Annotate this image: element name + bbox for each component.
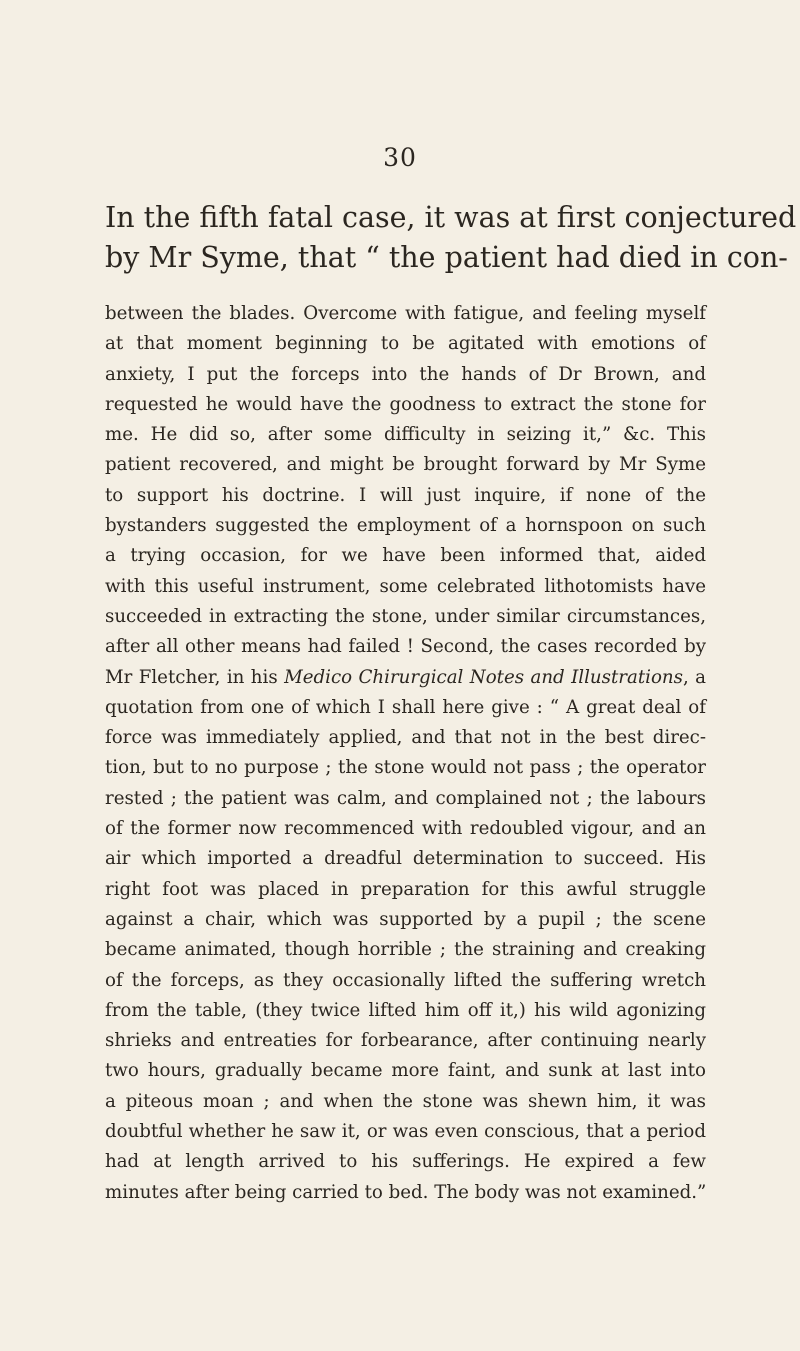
body-paragraph [105,299,706,1208]
text-line: succeeded in extracting the stone, under similar circumstances, [105,605,706,627]
text-line: me. He did so, after some difficulty in seizing it,” &c. This [105,424,706,446]
text-line: two hours, gradually became more faint, and sunk at last into [105,1060,706,1082]
text-line: rested ; the patient was calm, and complained not ; the labours [105,787,706,809]
text-line: patient recovered, and might be brought forward by Mr Syme [105,454,706,476]
text-line: after all other means had failed ! Second, the cases recorded by [105,636,706,658]
text-fragment: , a [682,666,707,688]
text-fragment: Mr Fletcher, in his [105,666,285,688]
overlay-line: by Mr Syme, that “ the patient had died in con- [105,241,788,274]
text-line: anxiety, I put the forceps into the hands of Dr Brown, and [105,363,706,385]
text-line: from the table, (they twice lifted him off it,) his wild agonizing [105,999,706,1021]
page-number: 30 [383,143,417,172]
book-title: Medico Chirurgical Notes and Illustrations [284,666,683,688]
text-line: with this useful instrument, some celebrated lithotomists have [105,575,706,597]
text-line: against a chair, which was supported by a pupil ; the scene [105,908,706,930]
text-line: shrieks and entreaties for forbearance, after continuing nearly [105,1030,706,1052]
text-line: between the blades. Overcome with fatigue, and feeling myself [105,303,706,324]
text-line: quotation from one of which I shall here give : “ A great deal of [105,696,706,718]
text-line: a trying occasion, for we have been informed that, aided [105,545,706,567]
text-line: right foot was placed in preparation for this awful struggle [105,878,706,900]
text-line: bystanders suggested the employment of a hornspoon on such [105,515,706,537]
overlay-line: In the fifth fatal case, it was at first conjectured [105,201,797,234]
text-line: became animated, though horrible ; the straining and creaking [105,939,706,961]
text-line: at that moment beginning to be agitated with emotions of [105,333,706,355]
text-line: of the former now recommenced with redoubled vigour, and an [105,818,706,840]
text-line: doubtful whether he saw it, or was even conscious, that a period [105,1121,706,1143]
text-line-last: minutes after being carried to bed. The body was not examined.” [105,1181,707,1203]
text-line: a piteous moan ; and when the stone was shewn him, it was [105,1090,706,1112]
text-line: air which imported a dreadful determination to succeed. His [105,848,706,870]
text-line: force was immediately applied, and that not in the best direc- [105,727,706,749]
text-line: had at length arrived to his sufferings. He expired a few [105,1151,706,1173]
text-line: requested he would have the goodness to extract the stone for [105,393,706,415]
text-line: of the forceps, as they occasionally lifted the suffering wretch [105,969,706,991]
text-line: tion, but to no purpose ; the stone would not pass ; the operator [105,757,706,779]
text-line-with-title [105,663,706,693]
overlaid-text-strip [105,198,797,278]
text-line: to support his doctrine. I will just inquire, if none of the [105,484,706,506]
